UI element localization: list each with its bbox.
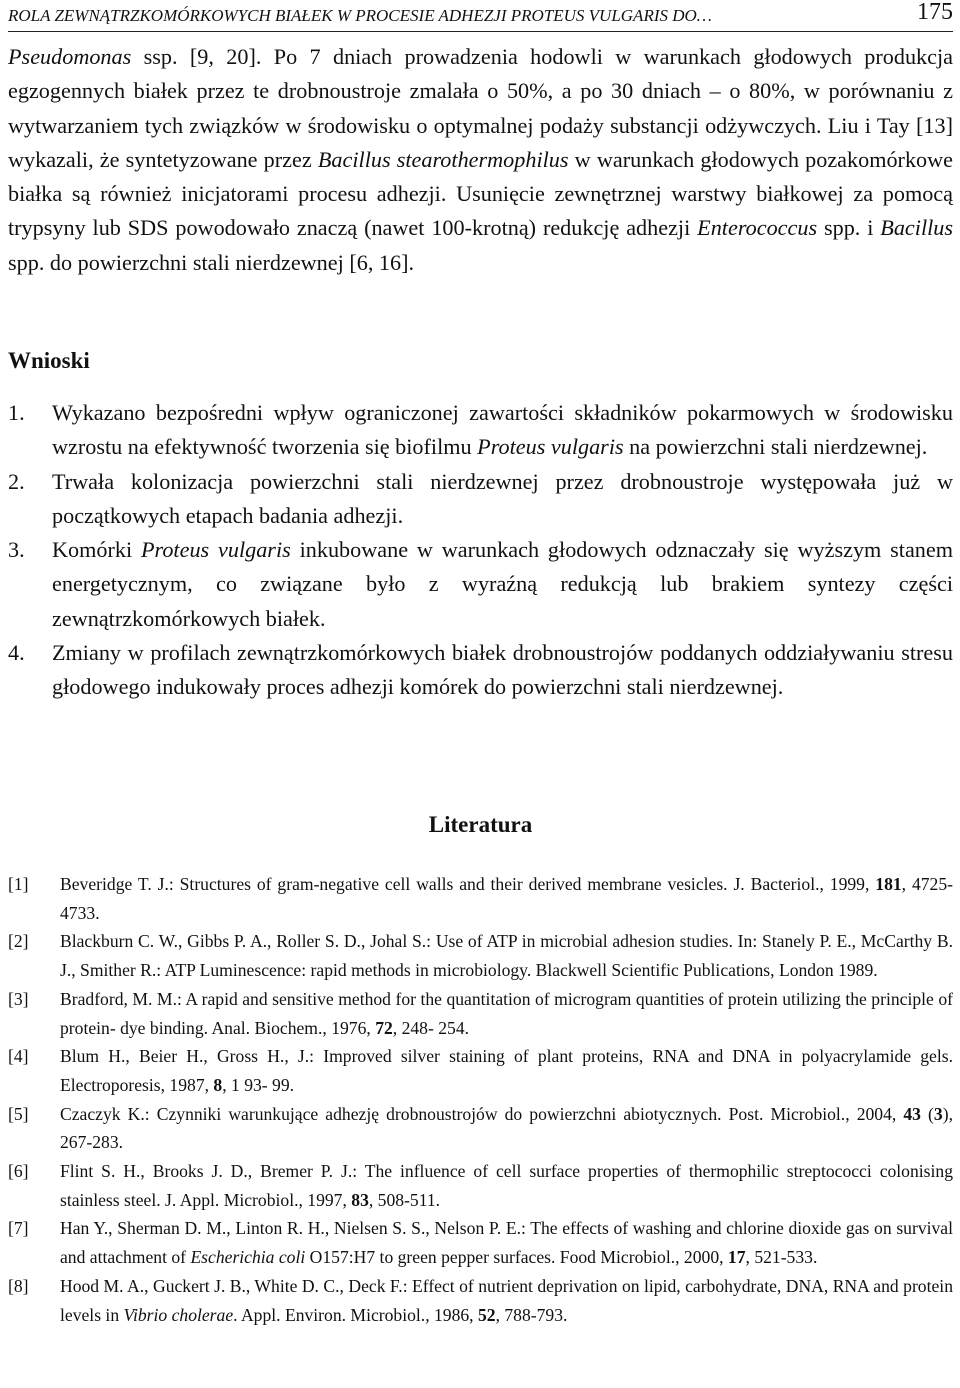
reference-item — [8, 870, 953, 927]
bold-text-run: 72 — [375, 1017, 393, 1038]
reference-number: [8] — [8, 1275, 29, 1296]
conclusions-heading: Wnioski — [8, 348, 90, 373]
reference-number: [3] — [8, 988, 29, 1009]
conclusion-text — [52, 533, 953, 636]
text-run: O157:H7 to green pepper surfaces. Food Microbiol., 2000, — [305, 1247, 728, 1268]
text-run: Hood M. A., Guckert J. B., White D. C., Deck F.: Effect of nutrient deprivation on lipid, carbohydrate, DNA, RNA and protein levels in — [60, 1275, 953, 1325]
bold-text-run: 83 — [351, 1189, 369, 1210]
paragraph — [8, 40, 953, 280]
conclusions-list — [8, 396, 953, 705]
text-run: ), 267-283. — [60, 1103, 953, 1153]
text-run: spp. do powierzchni stali nierdzewnej [6, 16]. — [8, 249, 415, 275]
text-run: Komórki — [52, 537, 141, 563]
running-header — [8, 0, 953, 28]
text-run: spp. i — [817, 215, 881, 241]
bold-text-run: 8 — [213, 1074, 223, 1095]
bold-text-run: 181 — [875, 874, 902, 894]
reference-item — [8, 1272, 953, 1329]
italic-text-run: Proteus vulgaris — [140, 537, 291, 563]
italic-text-run: Enterococcus — [697, 215, 818, 241]
bold-text-run: 43 — [903, 1103, 921, 1124]
text-run: Trwała kolonizacja powierzchni stali nierdzewnej przez drobnoustroje występowała już w początkowych etapach badania adhezji. — [52, 468, 953, 528]
conclusion-item — [8, 465, 953, 534]
italic-text-run: Proteus vulgaris — [477, 434, 624, 460]
text-run: , 4725- 4733. — [60, 874, 953, 923]
text-run: Beveridge T. J.: Structures of gram-negative cell walls and their derived membrane vesicles. J. Bacteriol., 1999, — [60, 874, 876, 894]
reference-text — [60, 1214, 953, 1271]
reference-text — [60, 870, 953, 927]
text-run: Flint S. H., Brooks J. D., Bremer P. J.: The influence of cell surface properties of thermophilic streptococci colonising stainless steel. J. Appl. Microbiol., 1997, — [60, 1161, 953, 1210]
italic-text-run: Vibrio cholerae — [123, 1304, 234, 1325]
italic-text-run: Bacillus stearothermophilus — [317, 146, 569, 172]
text-run: Wykazano bezpośredni wpływ ograniczonej zawartości składników pokarmowych w środowisku wzrostu na efektywność tworzenia się biofilmu — [52, 400, 953, 460]
reference-text — [60, 1157, 953, 1214]
text-run: Zmiany w profilach zewnątrzkomórkowych białek drobnoustrojów poddanych oddziaływaniu stresu głodowego indukowały proces adhezji komórek do powierzchni stali nierdzewnej. — [52, 640, 953, 700]
reference-item — [8, 1042, 953, 1099]
reference-number: [1] — [8, 874, 29, 894]
conclusion-item — [8, 533, 953, 636]
bold-text-run: 3 — [933, 1103, 943, 1124]
page-number: 175 — [917, 0, 953, 25]
reference-text — [60, 1272, 953, 1329]
reference-number: [5] — [8, 1103, 29, 1124]
reference-text — [60, 1100, 953, 1157]
conclusion-text — [52, 465, 953, 534]
conclusion-text — [52, 636, 953, 705]
running-title: ROLA ZEWNĄTRZKOMÓRKOWYCH BIAŁEK W PROCESIE ADHEZJI PROTEUS VULGARIS DO… — [8, 6, 712, 25]
italic-text-run: Escherichia coli — [190, 1247, 306, 1268]
conclusion-number: 1. — [8, 400, 25, 425]
reference-text — [60, 985, 953, 1042]
reference-text — [60, 1042, 953, 1099]
reference-list — [8, 870, 953, 1329]
text-run: w warunkach głodowych pozakomórkowe białka są również inicjatorami procesu adhezji. Usunięcie zewnętrznej warstwy białkowej za pomocą trypsyny lub SDS powodowało znaczą (nawet 100-krotną) redukcję adhezji — [8, 146, 954, 241]
conclusion-number: 4. — [8, 640, 25, 666]
reference-item — [8, 1100, 953, 1157]
conclusion-number: 3. — [8, 537, 25, 563]
text-run: Bradford, M. M.: A rapid and sensitive method for the quantitation of microgram quantities of protein utilizing the principle of protein- dye binding. Anal. Biochem., 1976, — [60, 988, 953, 1038]
text-run: , 508-511. — [368, 1189, 441, 1210]
text-run: na powierzchni stali nierdzewnej. — [623, 434, 928, 460]
text-run: ( — [920, 1103, 934, 1124]
italic-text-run: Pseudomonas — [8, 44, 132, 69]
reference-number: [2] — [8, 931, 29, 952]
text-run: Blum H., Beier H., Gross H., J.: Improved silver staining of plant proteins, RNA and DNA in polyacrylamide gels. Electroporesis, 1987, — [60, 1046, 953, 1095]
reference-item — [8, 1214, 953, 1271]
reference-text — [60, 927, 953, 984]
conclusion-item — [8, 396, 953, 465]
text-run: , 788-793. — [495, 1304, 568, 1325]
text-run: . Appl. Environ. Microbiol., 1986, — [233, 1304, 478, 1325]
reference-number: [4] — [8, 1046, 29, 1067]
text-run: Czaczyk K.: Czynniki warunkujące adhezję drobnoustrojów do powierzchni abiotycznych. Post. Microbiol., 2004, — [60, 1103, 904, 1124]
italic-text-run: Bacillus — [880, 215, 953, 241]
text-run: , 248- 254. — [392, 1017, 470, 1038]
text-run: , 521-533. — [745, 1247, 818, 1268]
bold-text-run: 52 — [477, 1304, 496, 1325]
reference-item — [8, 927, 953, 984]
bold-text-run: 17 — [727, 1247, 746, 1268]
text-run: ssp. [9, 20]. Po 7 dniach prowadzenia hodowli w warunkach głodowych produkcja egzogennych białek przez te drobnoustroje zmalała o 50%, a po 30 dniach – o 80%, w porównaniu z wytwarzaniem tych związków w środowisku o optymalnej podaży substancji odżywczych. Liu i Tay [13] wykazali, że syntetyzowane przez — [8, 44, 953, 172]
reference-item — [8, 1157, 953, 1214]
reference-number: [7] — [8, 1218, 29, 1239]
conclusion-number: 2. — [8, 468, 25, 494]
header-rule — [8, 31, 953, 32]
text-run: Han Y., Sherman D. M., Linton R. H., Nielsen S. S., Nelson P. E.: The effects of washing and chlorine dioxide gas on survival and attachment of — [60, 1218, 953, 1268]
literature-heading: Literatura — [428, 812, 533, 837]
text-run: inkubowane w warunkach głodowych odznaczały się wyższym stanem energetycznym, co związane było z wyraźną redukcją lub brakiem syntezy części zewnątrzkomórkowych białek. — [52, 537, 953, 631]
reference-item — [8, 985, 953, 1042]
text-run: , 1 93- 99. — [222, 1074, 295, 1095]
text-run: Blackburn C. W., Gibbs P. A., Roller S. D., Johal S.: Use of ATP in microbial adhesion studies. In: Stanely P. E., McCarthy B. J., Smither R.: ATP Luminescence: rapid methods in microbiology. Blackwell Scientific Publications, London 1989. — [60, 931, 953, 981]
conclusion-text — [52, 396, 953, 465]
body-text — [8, 40, 953, 280]
reference-number: [6] — [8, 1161, 29, 1182]
conclusion-item — [8, 636, 953, 705]
